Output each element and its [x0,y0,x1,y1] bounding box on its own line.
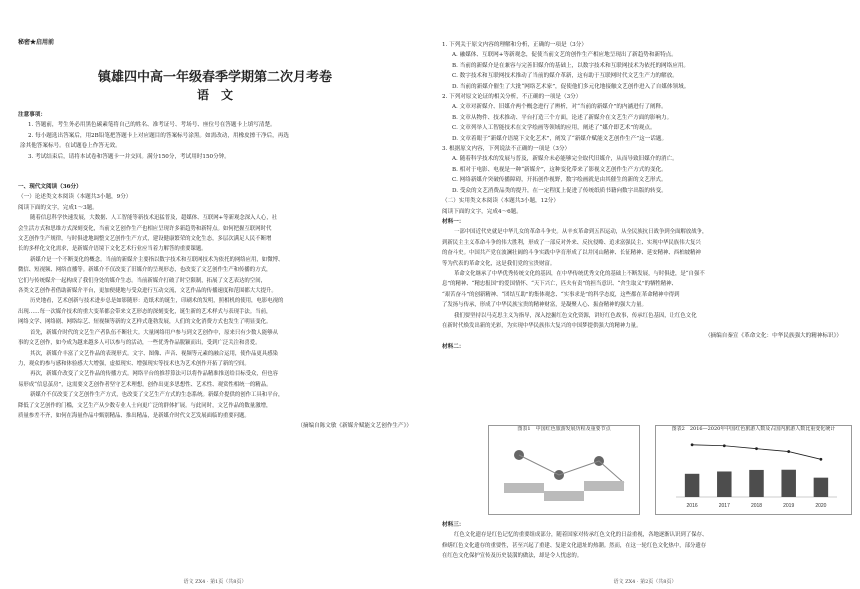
bar [781,470,795,497]
reading-instruction: 阅读下面的文字，完成4～6题。 [442,208,522,215]
question-option: D. 当前的新媒介催生了大批“网络艺术家”，促使他们多元化地接触文艺创作进入了自媒体领域。 [452,83,690,90]
milestone-box [584,481,624,491]
article-paragraph: 再次，新媒介改变了文艺作品的传播方式。网络平台的推荐算法可以将作品精准推送给目标受众，但也容 [30,371,278,378]
material-source: （摘编自秦宣《革命文化：中华民族强大的精神标识》） [704,333,842,340]
x-tick-label: 2020 [815,503,827,509]
material-paragraph: 一部中国近代史就是中华儿女的革命斗争史。从辛亥革命到五四运动，从全民族抗日战争到全面解放战争， [454,229,708,236]
article-paragraph: 历史地看，艺术创新与技术进步总是如影随形：造纸术的诞生，印刷术的发明，照相机的使用，电影电视的 [30,298,284,305]
article-paragraph: 易形成“信息茧房”，这需要文艺创作者坚守艺术理想，创作出更多思想性、艺术性、观赏性相统一的精品。 [18,381,272,388]
material-paragraph: 修缮红色文化遗存的重要性，甚至兴起了重建、复建文化遗址的热潮。然而，在这一轮红色文化热中，部分遗存 [442,542,707,549]
notice-heading: 注意事项： [18,112,46,118]
material-paragraph: 在新时代焕发出新的光彩，为实现中华民族伟大复兴的中国梦提供强大的精神力量。 [442,322,642,329]
article-paragraph: 新媒介是一个不断变化的概念。当前的新媒介主要指以数字技术和互联网技术为依托的网络应用，如微博、 [30,256,284,263]
question-option: C. 数字技术和互联网技术推动了当前的媒介革新，这有助于互联网时代文艺生产力的解放。 [452,73,678,80]
article-source: （摘编自陈文敏《新媒介赋能文艺创作生产》） [297,423,412,430]
section-one [18,182,418,432]
article-paragraph: 各类文艺创作者借助新媒介平台，更加便捷地与受众进行互动交流，文艺作品的传播速度和范围都大大提升。 [18,288,277,295]
chart-title: 图表2 2016—2020年中国红色旅游人数及占国内旅游人数比重变化统计 [671,426,836,432]
article-paragraph: 质量参差不齐，如何在海量作品中甄别精品、推出精品，是新媒介时代文艺发展面临的重要问题。 [18,412,250,419]
timeline-figure [488,425,640,515]
material-label: 材料一： [442,218,465,225]
article-paragraph: 其次，新媒介丰富了文艺作品的表现形式。文字、图像、声音、视频等元素的融合运用，使作品更具感染 [30,350,278,357]
x-tick-label: 2019 [783,503,795,509]
article-paragraph: 文艺创作生产规律，与时俱进地调整文艺创作生产方式，建设健康繁荣的文化生态，多层次满足人民不断增 [18,236,272,243]
question-option: B. 文章从物件、技术推动、平台打造三个方面，论述了新媒介在文艺生产方面的影响力。 [452,114,673,121]
question-block [442,40,852,352]
material-label: 材料二： [442,343,465,350]
question-stem: 3. 根据原文内容，下列说法不正确的一项是（3分） [442,146,571,153]
section-heading: 一、现代文阅读（36分） [18,184,82,190]
question-option: B. 当前的新媒介是在兼容与完善旧媒介的基础上，以数字技术和互联网技术为依托的网络应用。 [452,62,690,69]
notice-block [18,110,418,162]
notice-line: 1. 答题前，考生务必用黑色碳素笔将自己的姓名、准考证号、考场号、座位号在答题卡上填写清楚。 [28,122,276,129]
x-tick-label: 2016 [686,503,698,509]
material-paragraph: 在红色文化保护宣传及历史装潢的做法，却是令人忧虑的。 [442,553,583,560]
line-point [755,447,758,450]
page-footer: 语文 ZX4 · 第2页（共8页） [613,579,677,585]
material-paragraph: 革命文化继承了中华优秀传统文化的基因，在中华传统优秀文化的基础上不断发展，与时俱进，是“自强不 [454,270,705,277]
timeline-path [519,455,624,483]
bar [717,471,731,497]
bar [749,470,763,497]
stats-figure [655,425,852,515]
article-paragraph: 首先，新媒介时代的文艺生产者队伍不断壮大。大量网络用户参与到文艺创作中，原来只有少数人能够从 [30,329,278,336]
article-paragraph: 会生活方式和思维方式深刻变化，当前文艺创作生产也相应呈现许多新趋势和新特点。如何把握互联网时代 [18,225,272,232]
article-paragraph: 降低了文艺创作的门槛，文艺生产从少数专业人士向更广泛的群体扩展。与此同时，文艺作品的数量激增， [18,402,272,409]
article-paragraph: 微信、短视频、网络直播等。新媒介不仅改变了旧媒介的呈现形态，也改变了文艺创作生产和传播的方式， [18,267,272,274]
subsection-heading: （二）实用类文本阅读（本题共3小题，12分） [442,198,559,205]
article-paragraph: 事的文艺创作，如今成为越来越多人可以参与的活动，一些优秀作品脱颖而出，受到广泛关注和喜爱。 [18,340,261,347]
x-tick-label: 2018 [750,503,763,509]
series-line [692,445,821,460]
material-three [442,520,852,562]
material-paragraph: 的奋斗史。中国共产党在波澜壮阔的斗争实践中孕育形成了以井冈山精神、长征精神、延安精神、西柏坡精神 [442,250,701,257]
question-option: A. 文章对新媒介、旧媒介两个概念进行了辨析，对“当前的新媒介”的内涵进行了阐释。 [452,104,667,111]
milestone-box [544,491,584,501]
reading-instruction: 阅读下面的文字，完成1～3题。 [18,204,98,211]
subsection-heading: （一）论述类文本阅读（本题共3小题，9分） [18,194,132,201]
bar-chart [656,433,851,511]
notice-line: 2. 每小题选出答案后，用2B铅笔把答题卡上对应题目的答案标号涂黑。如需改动，用橡皮擦干净后，再选 [28,132,289,139]
material-label: 材料三： [442,522,465,528]
line-point [691,443,694,446]
article-paragraph: 长的多样化文化需求，是新媒介语境下文化艺术行业应当着力解答的重要课题。 [18,246,207,253]
article-paragraph: 网络文学、网络剧、网络综艺、短视频等新的文艺样式蓬勃发展，人们的文化消费方式也发生了明显变化。 [18,319,272,326]
question-option: C. 网络新媒介突破传播障碍，开拓创作视野，数字绘画就是由其催生的新的文艺形式。 [452,177,667,184]
question-option: A. 融媒体、互联网+等新观念，促使当前文艺的创作生产相应地呈现出了新趋势和新特点。 [452,52,677,59]
confidential-mark: 秘密★启用前 [18,39,55,46]
timeline-graphic [489,433,639,511]
page-footer: 语文 ZX4 · 第1页（共8页） [183,579,247,585]
exam-subject: 语 文 [196,88,233,102]
material-paragraph: 了发扬与传承，形成了中华民族宝贵的精神财富，是凝聚人心、振奋精神的强大力量。 [442,302,647,309]
material-paragraph: 等为代表的革命文化，这是我们党的宝贵财富。 [442,260,556,267]
bar [685,474,699,497]
question-option: D. 文章着眼于“新媒介语境下文化艺术”，阐发了“新媒介赋能文艺创作生产”这一话题。 [452,135,668,142]
material-paragraph: 红色文化遗存是红色记忆的重要组成部分，随着国家对传承红色文化的日益重视，各地逐渐认识到了保存、 [454,532,708,539]
question-stem: 2. 下列对原文论证的相关分析，不正确的一项是（3分） [442,94,582,101]
material-paragraph: “艰苦奋斗”的创新精神、“团结互助”的集体观念、“实事求是”的科学态度，这些都在革命精神中得到 [442,291,680,298]
timeline-title: 图表1 中国红色旅游发展历程及重要节点 [517,426,611,432]
question-option: B. 相对于电影、电视是一种“新媒介”，这种变化带来了影视文艺创作生产方式的变化。 [452,166,667,173]
bar [814,478,828,497]
material-paragraph: 息”的精神、“精忠报国”的爱国情怀、“天下兴亡，匹夫有责”的担当意识、“舍生取义”的牺牲精神、 [442,281,677,288]
exam-title: 镇雄四中高一年级春季学期第二次月考卷 [97,70,332,85]
article-paragraph: 它们与传统媒介一起构成了我们身处的媒介生态。当前新媒介打破了时空限制，拓展了文艺表达的空间， [18,277,266,284]
line-point [820,458,823,461]
question-option: D. 受众的文艺消费品类的提升，在一定程度上促进了传统纸质书籍向数字出版的转变。 [452,187,667,194]
article-paragraph: 新媒介不仅改变了文艺创作生产方式，也改变了文艺生产方式的生态系统。新媒介提供的创作工具和平台， [30,392,284,399]
milestone-box [504,483,544,493]
right-page [430,0,860,589]
article-paragraph: 随着信息科学快速发展，大数据、人工智能等新技术迅猛普及，超媒体、互联网+等新观念深入人心，社 [30,215,278,222]
material-paragraph: 到新民主主义革命斗争的伟大胜利，形成了一部反对外来、反抗侵略、追求富强民主、实现中华民族伟大复兴 [442,239,701,246]
article-paragraph: 力，观众的参与感和体验感大大增强，虚拟现实、增强现实等技术也为艺术创作开拓了新的空间。 [18,360,250,367]
notice-line: 涂其他答案标号。在试题卷上作答无效。 [20,143,121,150]
question-stem: 1. 下列关于原文内容的理解和分析，正确的一项是（3分） [442,42,587,48]
material-paragraph: 我们要坚持以马克思主义为指导，深入挖掘红色文化资源，讲好红色故事，传承红色基因，让红色文化 [454,312,697,319]
question-option: C. 文章列举人工智能技术在文学绘画等领域的应用，阐述了“媒介即艺术”的观点。 [452,125,656,132]
x-tick-label: 2017 [718,503,730,509]
notice-line: 3. 考试结束后，请将本试卷和答题卡一并交回。满分150分，考试用时150分钟。 [28,153,230,160]
article-paragraph: 出现……每一次媒介技术的重大变革都会带来文艺形态的深刻变化，诞生新的艺术样式与表现手法。当前， [18,308,272,315]
line-point [787,450,790,453]
question-option: A. 随着科学技术的发展与普及，新媒介未必能够完全取代旧媒介，从而导致旧媒介的消亡。 [452,156,678,163]
line-point [723,444,726,447]
